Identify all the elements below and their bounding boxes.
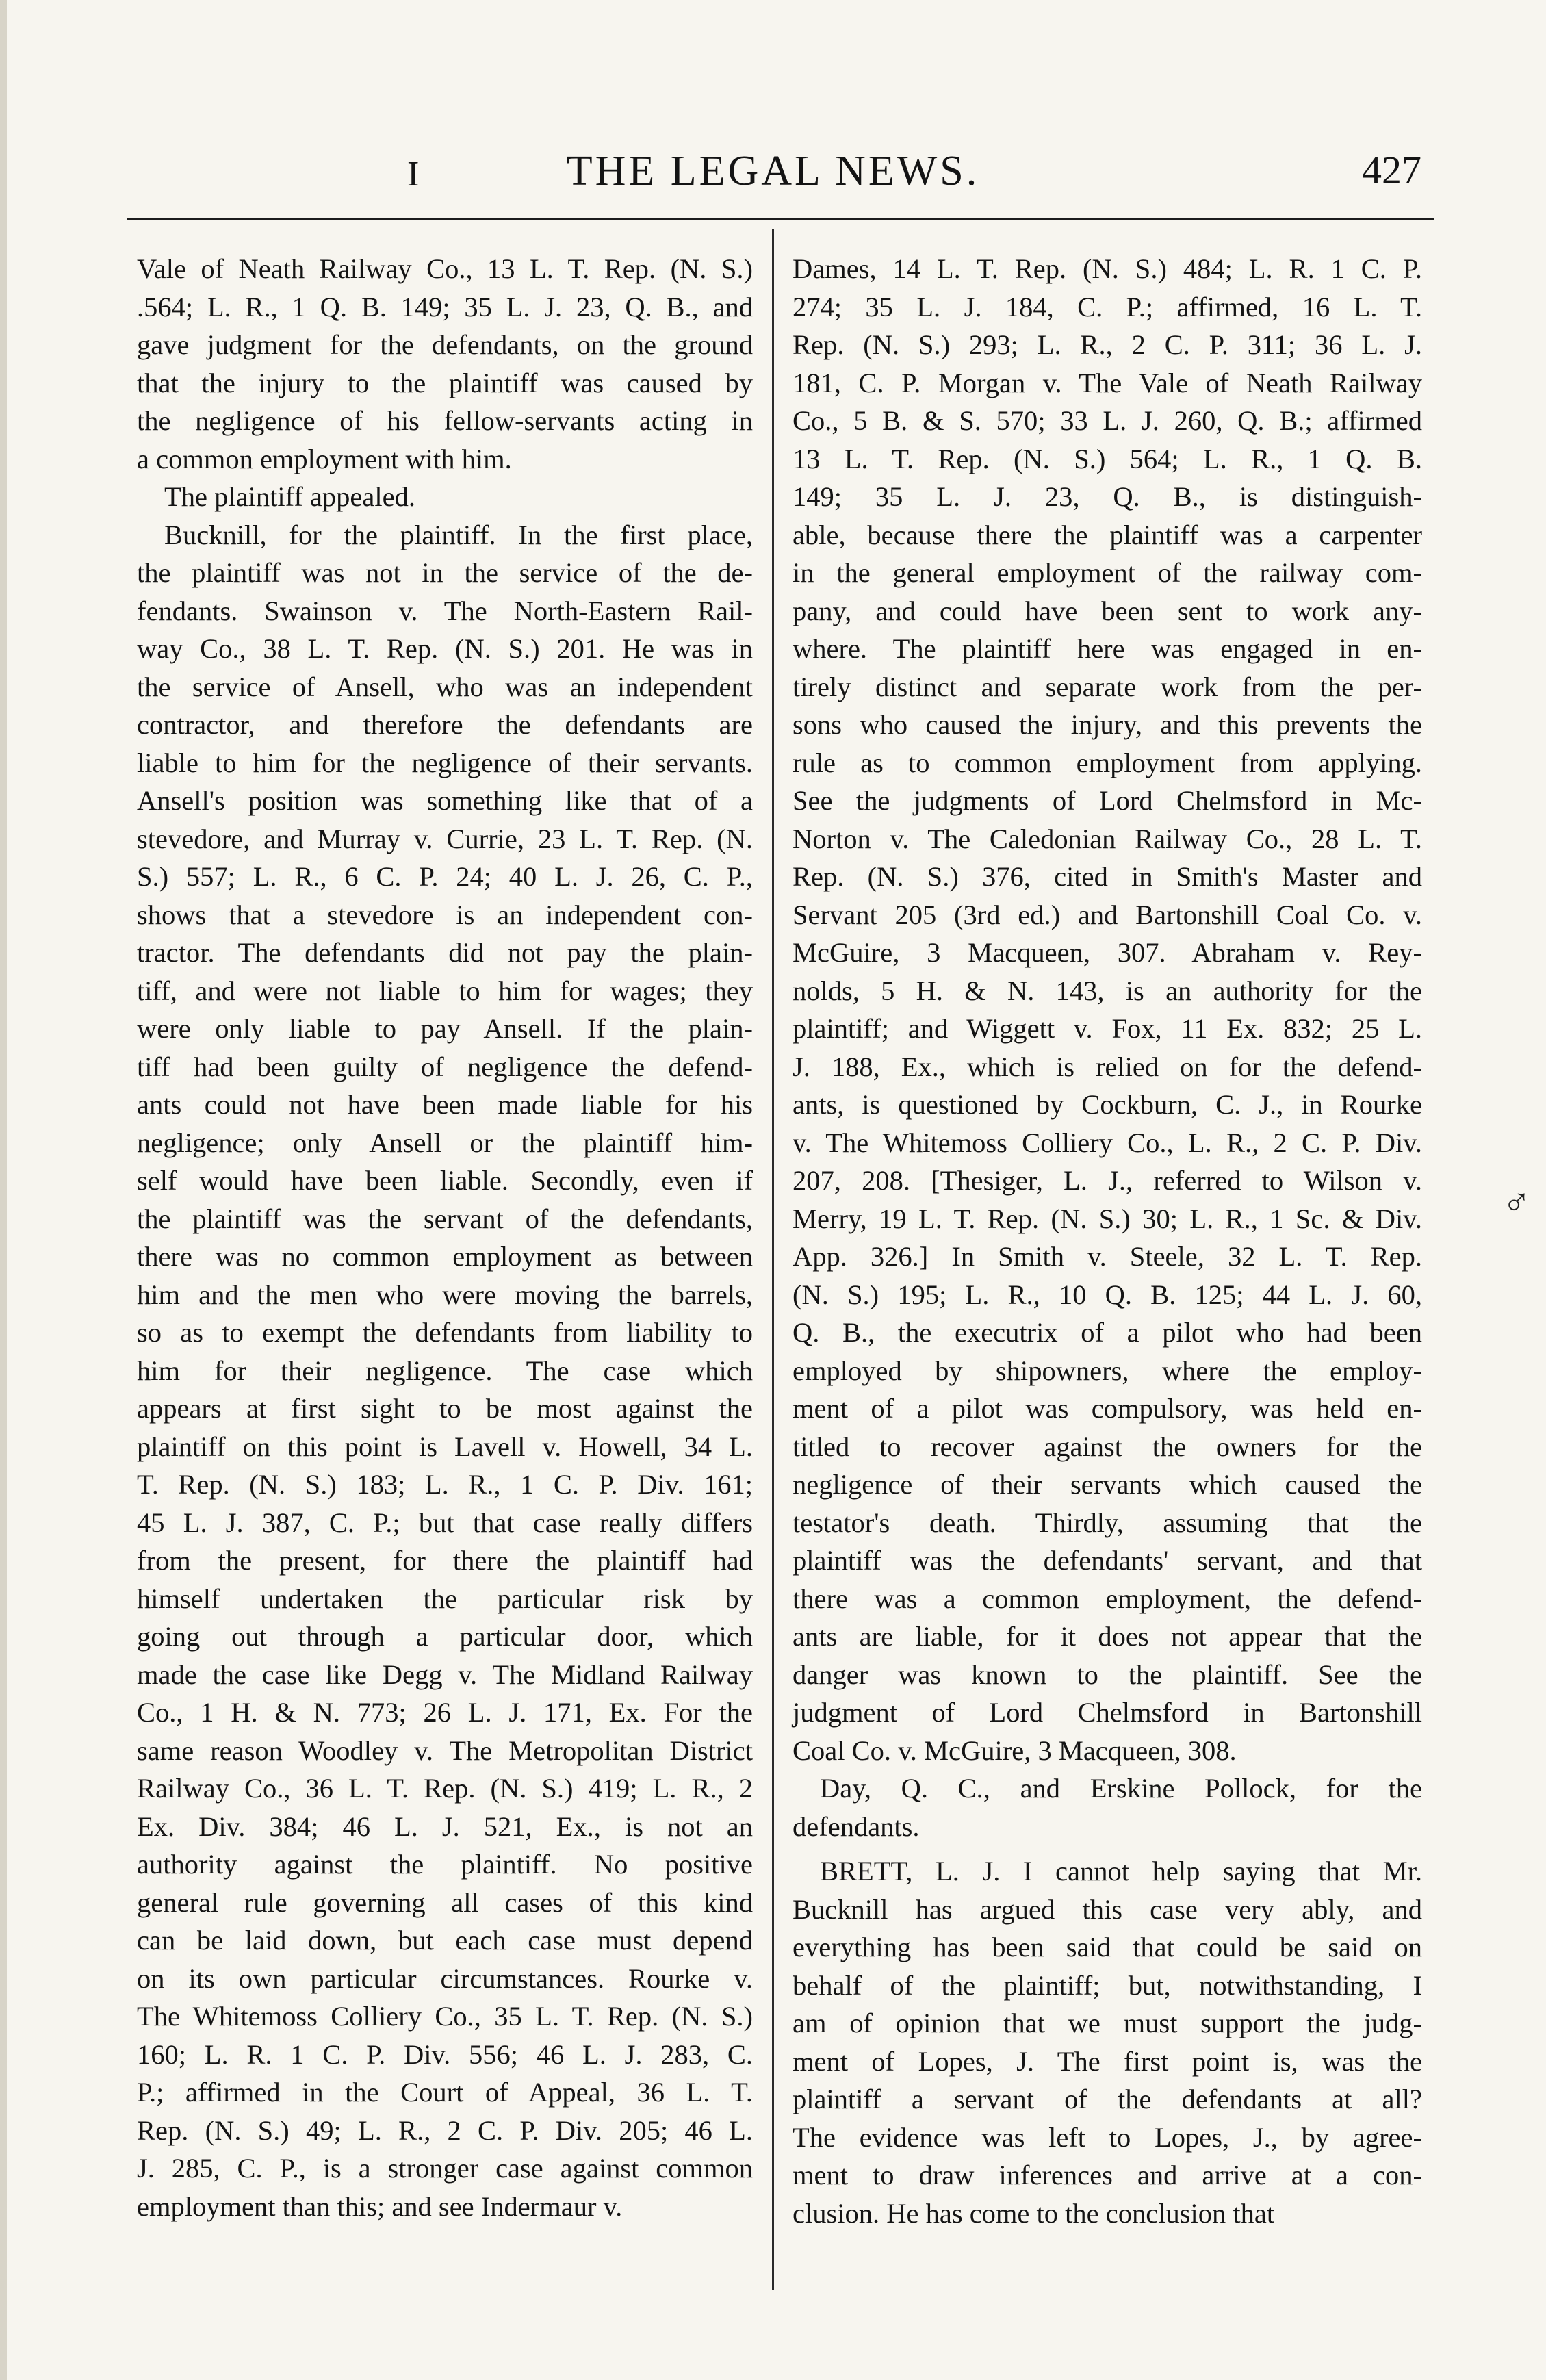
text-line: Q. B., the executrix of a pilot who had been [793, 1317, 1422, 1348]
text-line: Ex. Div. 384; 46 L. J. 521, Ex., is not an [137, 1810, 753, 1842]
text-line: ants, is questioned by Cockburn, C. J., in Rourke [793, 1089, 1422, 1120]
text-line: negligence of their servants which caused the [793, 1469, 1422, 1500]
text-line: tractor. The defendants did not pay the plain- [137, 937, 753, 968]
margin-mark: ♂ [1502, 1181, 1531, 1224]
text-line: there was no common employment as between [137, 1241, 753, 1272]
text-line: Co., 5 B. & S. 570; 33 L. J. 260, Q. B.; affirmed [793, 405, 1422, 436]
text-line: defendants. [793, 1810, 920, 1842]
column-divider [772, 229, 774, 2290]
text-line: P.; affirmed in the Court of Appeal, 36 L. T. [137, 2077, 753, 2108]
text-line: able, because there the plaintiff was a carpenter [793, 519, 1422, 550]
right-column [793, 250, 1422, 2232]
text-line: gave judgment for the defendants, on the ground [137, 329, 753, 360]
text-line: general rule governing all cases of this kind [137, 1886, 753, 1918]
text-line: Coal Co. v. McGuire, 3 Macqueen, 308. [793, 1735, 1237, 1766]
page-edge [0, 0, 7, 2380]
text-line: Rep. (N. S.) 376, cited in Smith's Master and [793, 861, 1422, 892]
text-line: Ansell's position was something like that of a [137, 785, 753, 816]
text-line: a common employment with him. [137, 443, 512, 474]
text-line: the plaintiff was the servant of the defendants, [137, 1203, 753, 1234]
text-line: him for their negligence. The case which [137, 1355, 753, 1386]
text-line: T. Rep. (N. S.) 183; L. R., 1 C. P. Div. 161; [137, 1469, 753, 1500]
text-line: Rep. (N. S.) 293; L. R., 2 C. P. 311; 36 L. J. [793, 329, 1422, 360]
text-line: Rep. (N. S.) 49; L. R., 2 C. P. Div. 205; 46 L. [137, 2114, 753, 2146]
text-line: clusion. He has come to the conclusion that [793, 2197, 1275, 2229]
text-line: plaintiff; and Wiggett v. Fox, 11 Ex. 832; 25 L. [793, 1013, 1422, 1044]
text-line: BRETT, L. J. I cannot help saying that Mr. [820, 1856, 1422, 1886]
text-line: behalf of the plaintiff; but, notwithstanding, I [793, 1969, 1422, 2001]
text-line: 207, 208. [Thesiger, L. J., referred to Wilson v. [793, 1165, 1422, 1196]
text-line: going out through a particular door, which [137, 1621, 753, 1652]
text-line: Bucknill has argued this case very ably, and [793, 1893, 1422, 1925]
text-line: The evidence was left to Lopes, J., by agree- [793, 2121, 1422, 2153]
text-line: plaintiff a servant of the defendants at all? [793, 2084, 1422, 2114]
text-line: 13 L. T. Rep. (N. S.) 564; L. R., 1 Q. B. [793, 443, 1422, 474]
text-line: same reason Woodley v. The Metropolitan District [137, 1735, 753, 1766]
text-line: 274; 35 L. J. 184, C. P.; affirmed, 16 L. T. [793, 291, 1422, 322]
text-line: way Co., 38 L. T. Rep. (N. S.) 201. He was in [137, 633, 753, 664]
text-line: J. 285, C. P., is a stronger case against common [137, 2153, 753, 2184]
text-line: plaintiff on this point is Lavell v. Howell, 34 L. [137, 1431, 753, 1462]
text-line: liable to him for the negligence of their servants. [137, 747, 753, 778]
text-line: can be laid down, but each case must depend [137, 1925, 753, 1956]
text-line: Bucknill, for the plaintiff. In the first place, [164, 519, 753, 550]
text-line: self would have been liable. Secondly, even if [137, 1165, 753, 1196]
text-line: Servant 205 (3rd ed.) and Bartonshill Coal Co. v. [793, 899, 1422, 930]
text-line: so as to exempt the defendants from liability to [137, 1317, 753, 1348]
text-line: authority against the plaintiff. No positive [137, 1849, 753, 1880]
text-line: tirely distinct and separate work from the per- [793, 671, 1422, 702]
text-line: everything has been said that could be said on [793, 1932, 1422, 1962]
text-line: v. The Whitemoss Colliery Co., L. R., 2 C. P. Div. [793, 1127, 1422, 1158]
text-line: pany, and could have been sent to work any- [793, 595, 1422, 626]
text-line: 160; L. R. 1 C. P. Div. 556; 46 L. J. 283, C. [137, 2038, 753, 2070]
text-line: titled to recover against the owners for the [793, 1431, 1422, 1462]
text-line: Merry, 19 L. T. Rep. (N. S.) 30; L. R., 1 Sc. & Div. [793, 1203, 1422, 1234]
text-line: appears at first sight to be most against the [137, 1393, 753, 1424]
text-line: testator's death. Thirdly, assuming that the [793, 1507, 1422, 1538]
text-line: contractor, and therefore the defendants are [137, 709, 753, 740]
text-line: Norton v. The Caledonian Railway Co., 28 L. T. [793, 823, 1422, 854]
text-line: The Whitemoss Colliery Co., 35 L. T. Rep. (N. S.) [137, 2001, 753, 2032]
page-title: THE LEGAL NEWS. [566, 148, 980, 194]
text-line: there was a common employment, the defend- [793, 1583, 1422, 1614]
text-line: .564; L. R., 1 Q. B. 149; 35 L. J. 23, Q. B., and [137, 291, 753, 322]
text-line: 181, C. P. Morgan v. The Vale of Neath Railway [793, 367, 1422, 398]
text-line: employment than this; and see Indermaur v. [137, 2190, 623, 2222]
text-line: Railway Co., 36 L. T. Rep. (N. S.) 419; L. R., 2 [137, 1773, 753, 1804]
text-line: Vale of Neath Railway Co., 13 L. T. Rep. (N. S.) [137, 253, 753, 284]
text-line: in the general employment of the railway com- [793, 557, 1422, 588]
text-line: danger was known to the plaintiff. See the [793, 1659, 1422, 1690]
text-line: were only liable to pay Ansell. If the plain- [137, 1013, 753, 1044]
text-line: 149; 35 L. J. 23, Q. B., is distinguish- [793, 481, 1422, 512]
left-column [137, 250, 753, 2225]
text-line: stevedore, and Murray v. Currie, 23 L. T. Rep. (N. [137, 823, 753, 854]
text-line: plaintiff was the defendants' servant, and that [793, 1545, 1422, 1576]
text-line: J. 188, Ex., which is relied on for the defend- [793, 1051, 1422, 1082]
text-line: ants could not have been made liable for his [137, 1089, 753, 1120]
text-line: McGuire, 3 Macqueen, 307. Abraham v. Rey- [793, 937, 1422, 968]
text-line: S.) 557; L. R., 6 C. P. 24; 40 L. J. 26, C. P., [137, 861, 753, 892]
text-line: fendants. Swainson v. The North-Eastern Rail- [137, 595, 753, 626]
text-line: employed by shipowners, where the employ- [793, 1355, 1422, 1386]
text-line: judgment of Lord Chelmsford in Bartonshill [793, 1697, 1422, 1728]
text-line: App. 326.] In Smith v. Steele, 32 L. T. Rep. [793, 1241, 1422, 1272]
text-line: rule as to common employment from applying. [793, 747, 1422, 778]
header-mark: I [407, 155, 420, 194]
page-header [0, 147, 1546, 202]
text-line: the negligence of his fellow-servants acting in [137, 405, 753, 436]
text-line: the plaintiff was not in the service of the de- [137, 557, 753, 588]
text-line: ants are liable, for it does not appear that the [793, 1621, 1422, 1652]
text-line: (N. S.) 195; L. R., 10 Q. B. 125; 44 L. J. 60, [793, 1279, 1422, 1310]
text-line: The plaintiff appealed. [164, 481, 415, 512]
text-line: Day, Q. C., and Erskine Pollock, for the [820, 1773, 1422, 1804]
text-line: himself undertaken the particular risk by [137, 1583, 753, 1614]
text-line: from the present, for there the plaintiff had [137, 1545, 753, 1576]
page-number: 427 [1362, 148, 1421, 192]
text-line: ment to draw inferences and arrive at a con- [793, 2160, 1422, 2190]
text-line: shows that a stevedore is an independent con- [137, 899, 753, 930]
header-rule [127, 218, 1434, 220]
text-line: the service of Ansell, who was an independent [137, 671, 753, 702]
text-line: him and the men who were moving the barrels, [137, 1279, 753, 1310]
text-line: made the case like Degg v. The Midland Railway [137, 1659, 753, 1690]
text-line: tiff, and were not liable to him for wages; they [137, 975, 753, 1006]
text-line: tiff had been guilty of negligence the defend- [137, 1051, 753, 1082]
text-line: where. The plaintiff here was engaged in en- [793, 633, 1422, 664]
paragraph-gap [793, 1845, 1422, 1852]
text-line: Co., 1 H. & N. 773; 26 L. J. 171, Ex. For the [137, 1697, 753, 1728]
text-line: 45 L. J. 387, C. P.; but that case really differs [137, 1507, 753, 1538]
text-line: See the judgments of Lord Chelmsford in Mc- [793, 785, 1422, 816]
text-line: Dames, 14 L. T. Rep. (N. S.) 484; L. R. 1 C. P. [793, 253, 1422, 284]
text-line: ment of a pilot was compulsory, was held en- [793, 1393, 1422, 1424]
text-line: ment of Lopes, J. The first point is, was the [793, 2045, 1422, 2077]
text-line: on its own particular circumstances. Rourke v. [137, 1962, 753, 1994]
text-line: am of opinion that we must support the judg- [793, 2008, 1422, 2038]
text-line: negligence; only Ansell or the plaintiff him- [137, 1127, 753, 1158]
text-line: sons who caused the injury, and this prevents the [793, 709, 1422, 740]
text-line: nolds, 5 H. & N. 143, is an authority for the [793, 975, 1422, 1006]
text-line: that the injury to the plaintiff was caused by [137, 367, 753, 398]
